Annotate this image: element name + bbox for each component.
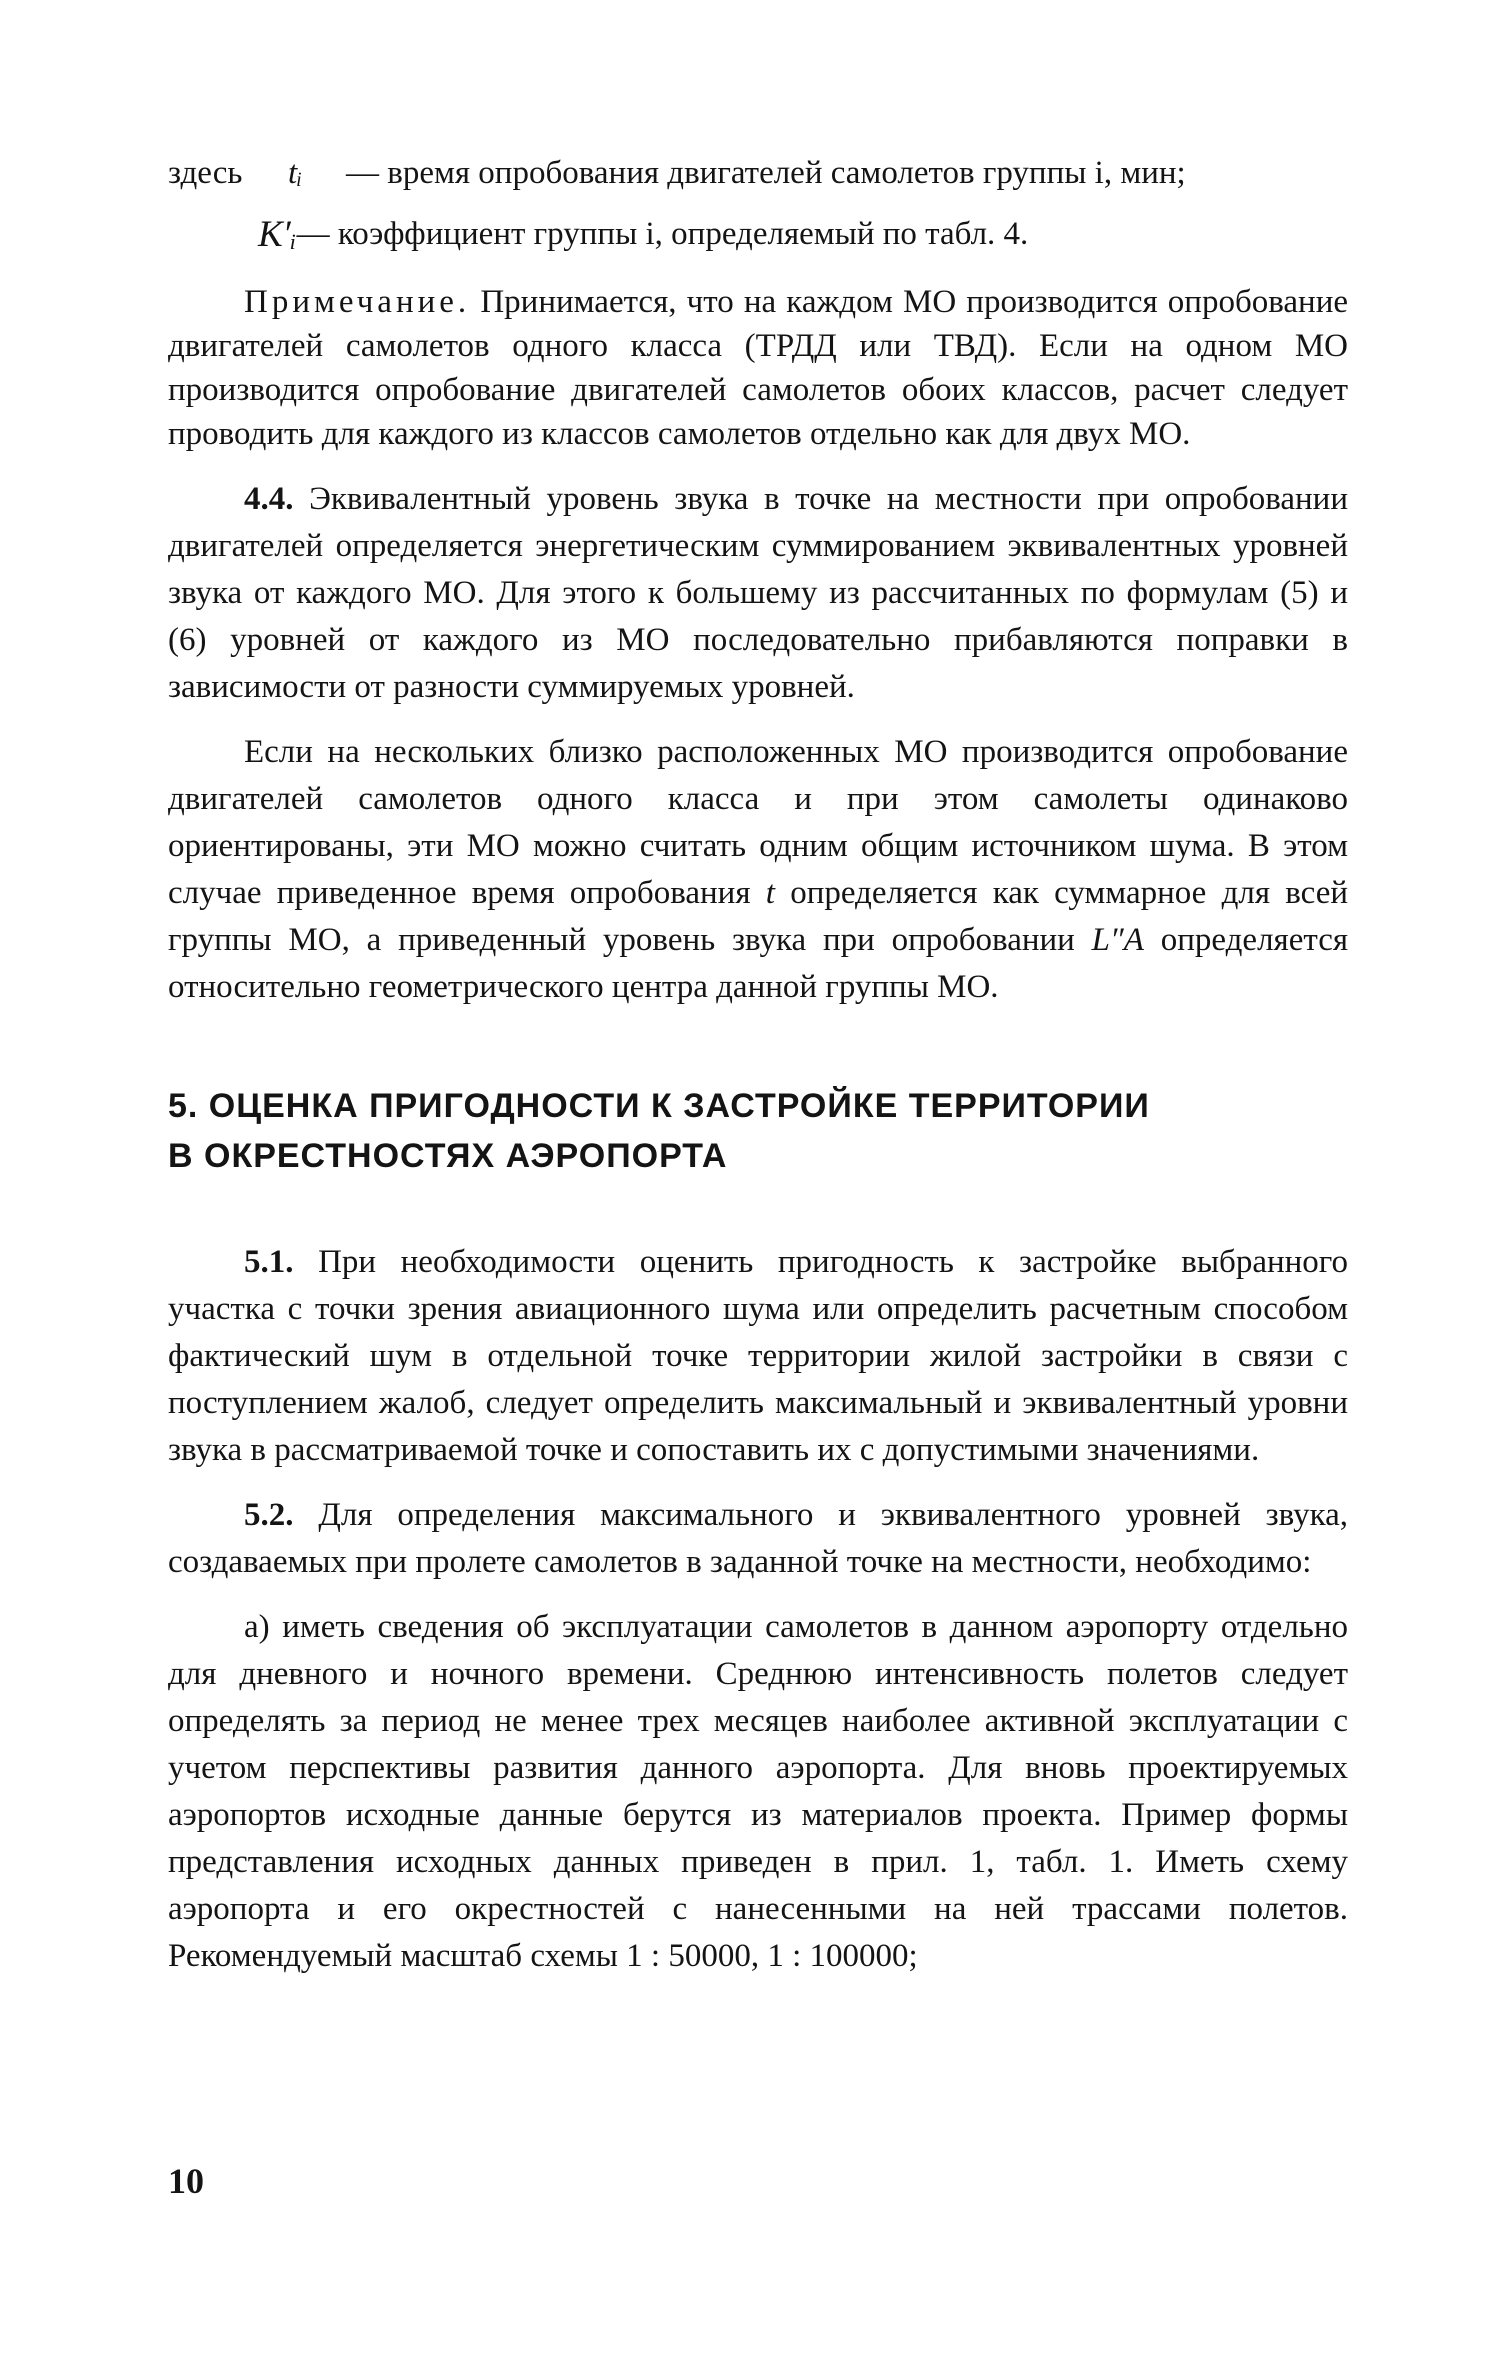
symbol-k: K′ᵢ xyxy=(258,214,297,255)
paragraph-4-4-text: Эквивалентный уровень звука в точке на местности при опробовании двигателей определяется энергетическим суммированием эквивалентных уровней звука от каждого МО. Для этого к большему из рассчитанных по формулам (5) и (6) уровней от каждого из МО последовательно прибавляются поправки в зависимости от разности суммируемых уровней. xyxy=(168,481,1349,705)
paragraph-5-2-text: Для определения максимального и эквивалентного уровней звука, создаваемых при пролете самолетов в заданной точке на местности, необходимо: xyxy=(168,1497,1348,1580)
paragraph-5-2 xyxy=(168,1492,1348,1586)
list-item-a: а) иметь сведения об эксплуатации самолетов в данном аэропорту отдельно для дневного и ночного времени. Среднюю интенсивность полетов следует определять за период не менее трех месяцев наиболее активной эксплуатации с учетом перспективы развития данного аэропорта. Для вновь проектируемых аэропортов исходные данные берутся из материалов проекта. Пример формы представления исходных данных приведен в прил. 1, табл. 1. Иметь схему аэропорта и его окрестностей с нанесенными на ней трассами полетов. Рекомендуемый масштаб схемы 1 : 50000, 1 : 100000; xyxy=(168,1609,1348,1974)
variable-t: t xyxy=(765,875,775,911)
section-5-heading xyxy=(168,1081,1348,1181)
page-number: 10 xyxy=(168,2161,204,2201)
section-5-title-line2: В ОКРЕСТНОСТЯХ АЭРОПОРТА xyxy=(168,1137,728,1175)
paragraph-group-part2: определяется как суммарное для всей группы МО, а приведенный уровень звука при опробовании xyxy=(168,875,1349,958)
definition-k xyxy=(168,211,1348,258)
section-number-5-1: 5.1. xyxy=(244,1244,294,1280)
section-number-5-2: 5.2. xyxy=(244,1497,294,1533)
definition-lead-word: здесь xyxy=(168,155,243,191)
definition-t xyxy=(168,150,1348,197)
section-number-4-4: 4.4. xyxy=(244,481,294,517)
section-5-title-line1: 5. ОЦЕНКА ПРИГОДНОСТИ К ЗАСТРОЙКЕ ТЕРРИТОРИИ xyxy=(168,1087,1150,1125)
paragraph-group-sources xyxy=(168,729,1348,1011)
definition-k-text: — коэффициент группы i, определяемый по табл. 4. xyxy=(296,216,1029,252)
note-text: Принимается, что на каждом МО производится опробование двигателей самолетов одного класса (ТРДД или ТВД). Если на одном МО производится опробование двигателей самолетов обоих классов, расчет следует проводить для каждого из классов самолетов отдельно как для двух МО. xyxy=(168,284,1349,452)
definition-t-text: — время опробования двигателей самолетов группы i, мин; xyxy=(346,155,1186,191)
paragraph-5-1-text: При необходимости оценить пригодность к застройке выбранного участка с точки зрения авиационного шума или определить расчетным способом фактический шум в отдельной точке территории жилой застройки в связи с поступлением жалоб, следует определить максимальный и эквивалентный уровни звука в рассматриваемой точке и сопоставить их с допустимыми значениями. xyxy=(168,1244,1349,1468)
note-label: Примечание. xyxy=(244,284,471,320)
paragraph-group-part3: определяется относительно геометрического центра данной группы МО. xyxy=(168,922,1349,1005)
paragraph-4-4 xyxy=(168,476,1348,711)
symbol-t: tᵢ xyxy=(288,155,303,191)
variable-l-a: L″A xyxy=(1091,922,1144,958)
paragraph-group-part1: Если на нескольких близко расположенных МО производится опробование двигателей самолетов одного класса и при этом самолеты одинаково ориентированы, эти МО можно считать одним общим источником шума. В этом случае приведенное время опробования xyxy=(168,734,1348,911)
text-column xyxy=(168,150,1348,1980)
paragraph-5-1 xyxy=(168,1239,1348,1474)
note-paragraph xyxy=(168,280,1348,456)
